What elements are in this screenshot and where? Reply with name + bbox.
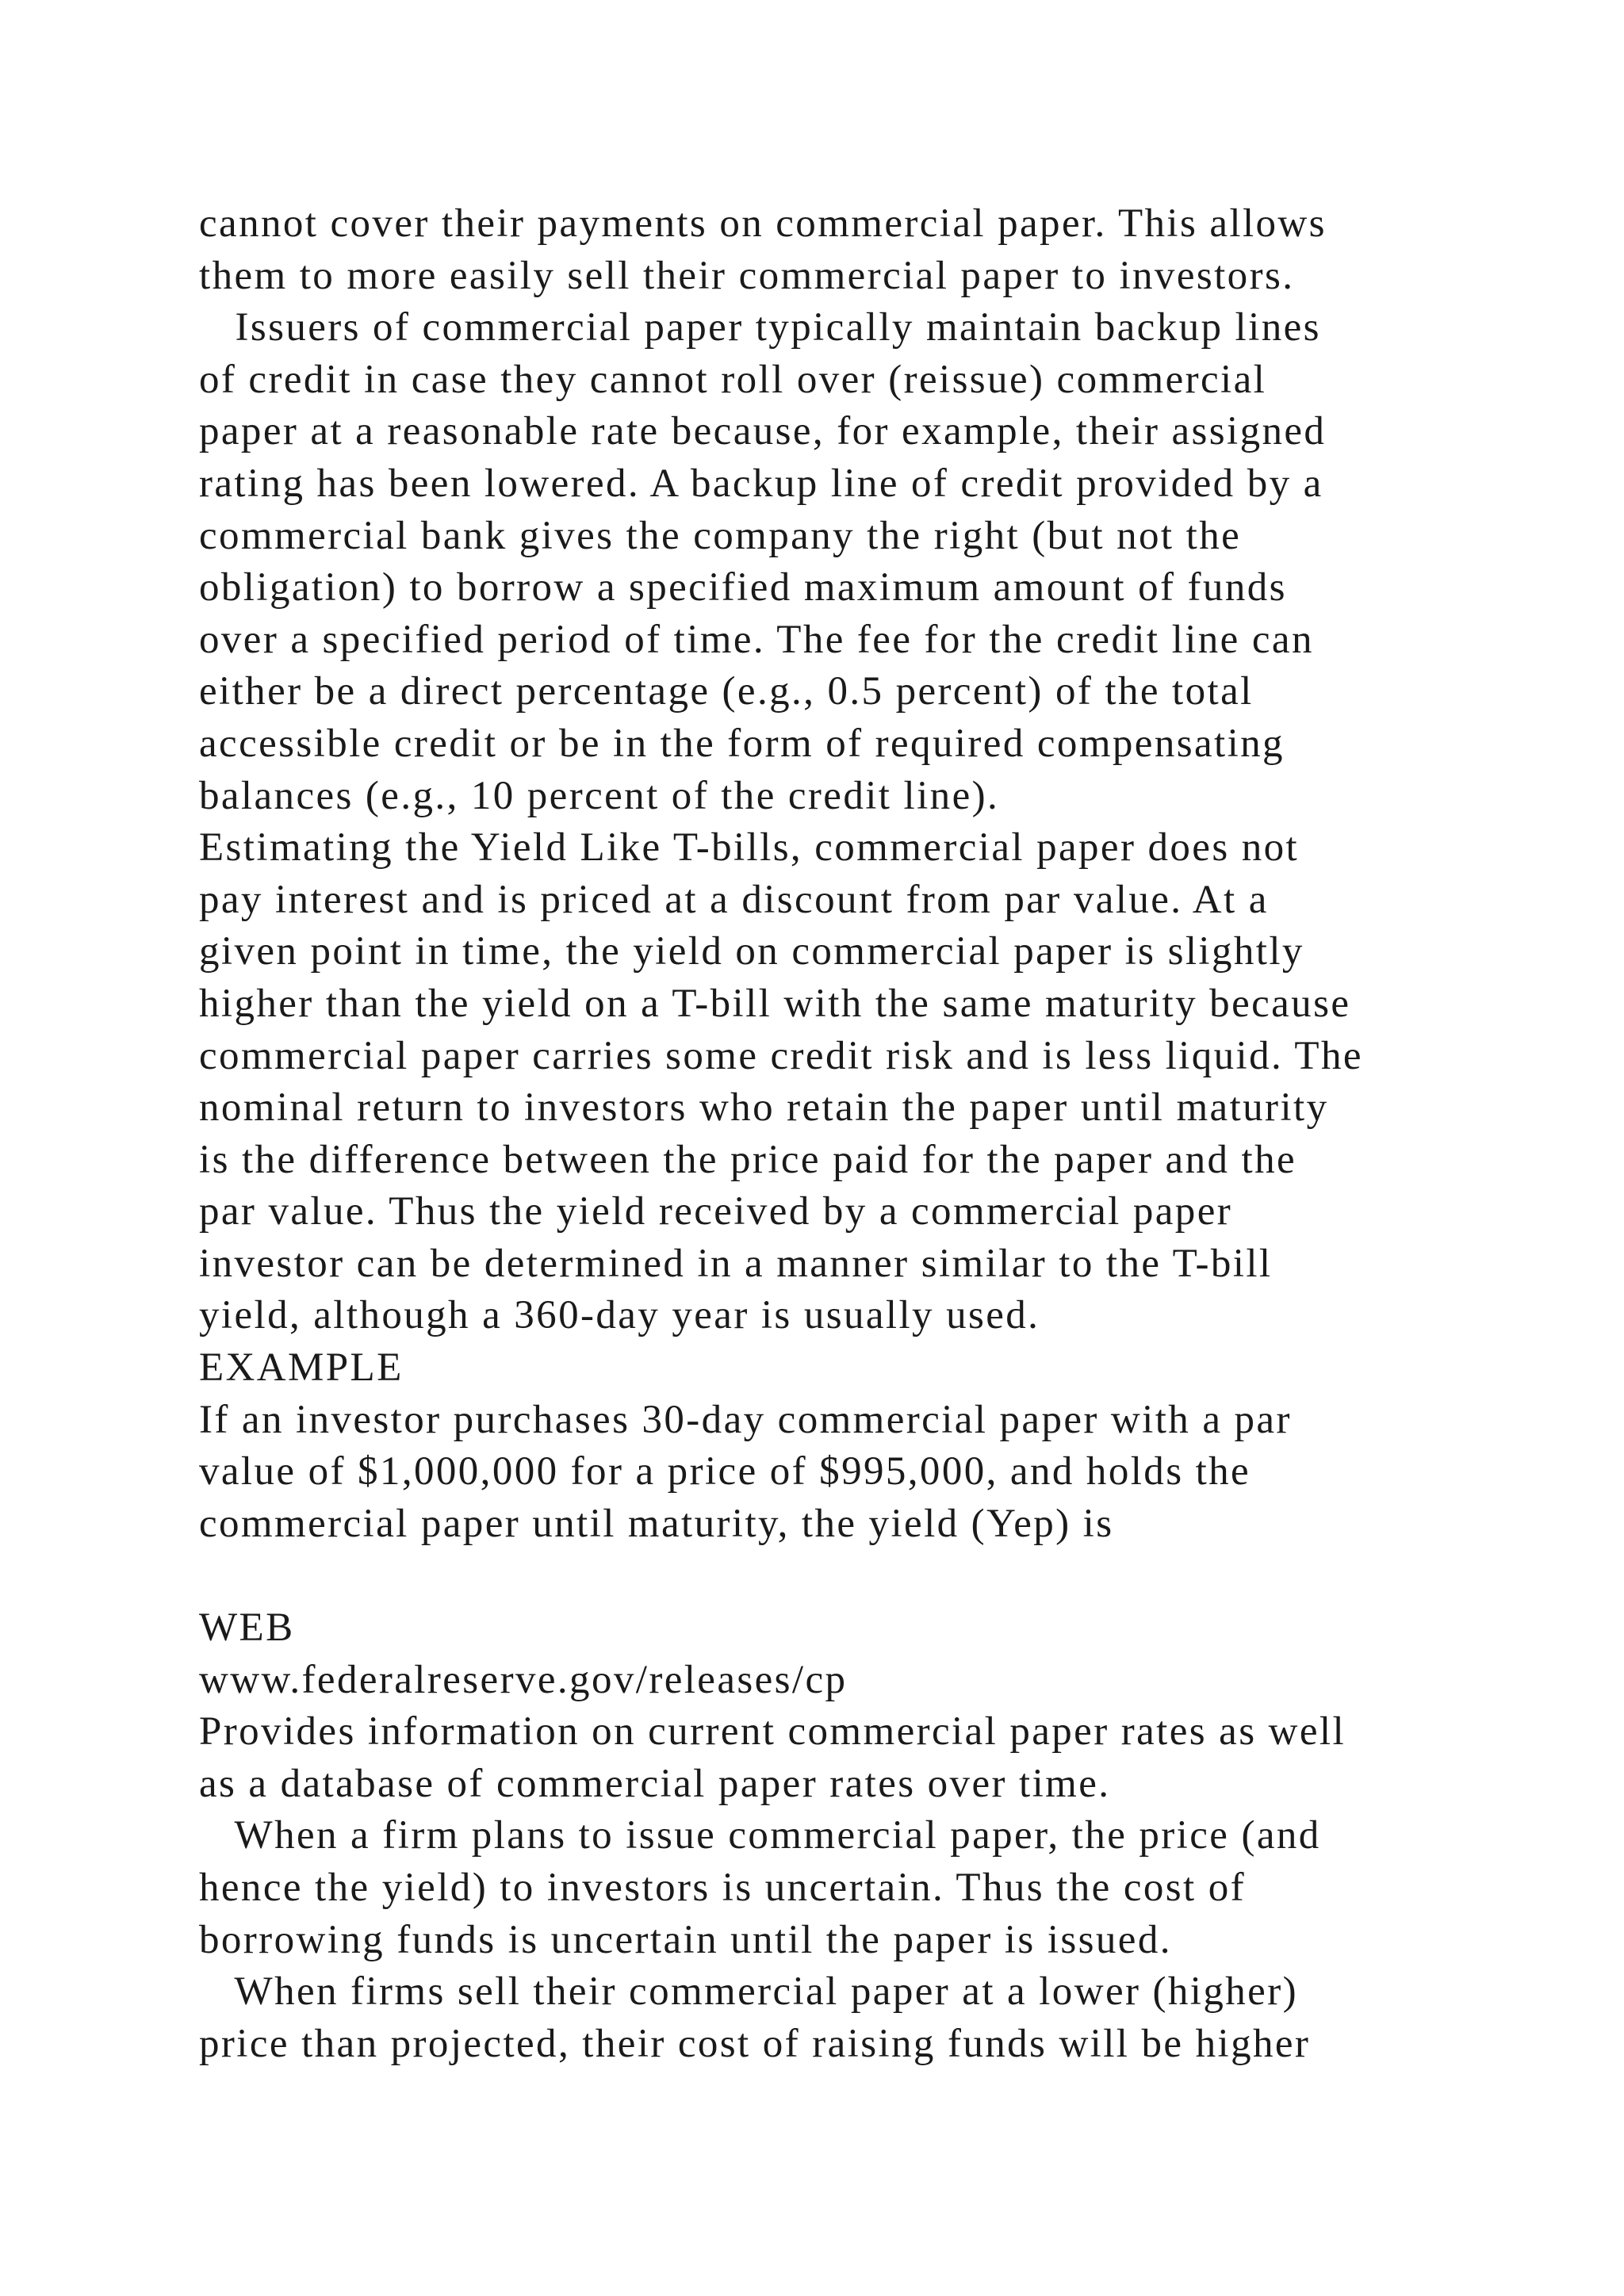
text-line: obligation) to borrow a specified maximum amount of funds (199, 565, 1287, 610)
blank-line (199, 1550, 1507, 1602)
text-line: as a database of commercial paper rates over time. (199, 1761, 1111, 1806)
document-body (199, 198, 1507, 2070)
text-line: higher than the yield on a T-bill with the same maturity because (199, 981, 1351, 1026)
text-line: commercial paper until maturity, the yield (Yep) is (199, 1501, 1114, 1546)
text-line: given point in time, the yield on commercial paper is slightly (199, 929, 1304, 974)
text-line: If an investor purchases 30-day commercial paper with a par (199, 1397, 1292, 1442)
text-line: Provides information on current commercial paper rates as well (199, 1709, 1346, 1755)
text-line: pay interest and is priced at a discount from par value. At a (199, 877, 1269, 922)
text-line: cannot cover their payments on commercial paper. This allows (199, 201, 1327, 246)
text-line: When firms sell their commercial paper at a lower (higher) (199, 1969, 1298, 2015)
text-line: investor can be determined in a manner similar to the T-bill (199, 1241, 1273, 1286)
text-line: par value. Thus the yield received by a commercial paper (199, 1189, 1233, 1234)
example-label: EXAMPLE (199, 1345, 404, 1391)
text-line: price than projected, their cost of raising funds will be higher (199, 2021, 1311, 2066)
text-line: commercial bank gives the company the right (but not the (199, 513, 1242, 558)
text-line: rating has been lowered. A backup line of credit provided by a (199, 461, 1323, 506)
text-line: hence the yield) to investors is uncertain. Thus the cost of (199, 1866, 1247, 1910)
text-line: Issuers of commercial paper typically maintain backup lines (199, 305, 1321, 350)
text-line: yield, although a 360-day year is usually used. (199, 1293, 1040, 1338)
web-label: WEB (199, 1605, 295, 1651)
text-line: nominal return to investors who retain the paper until maturity (199, 1085, 1329, 1131)
web-url: www.federalreserve.gov/releases/cp (199, 1657, 848, 1702)
text-line: over a specified period of time. The fee for the credit line can (199, 617, 1314, 662)
text-line: value of $1,000,000 for a price of $995,000, and holds the (199, 1449, 1251, 1494)
text-line: them to more easily sell their commercial paper to investors. (199, 253, 1295, 298)
section-heading-line: Estimating the Yield Like T-bills, commercial paper does not (199, 825, 1300, 871)
text-line: borrowing funds is uncertain until the paper is issued. (199, 1917, 1172, 1962)
text-line: When a firm plans to issue commercial paper, the price (and (199, 1813, 1321, 1858)
text-line: commercial paper carries some credit risk and is less liquid. The (199, 1033, 1363, 1078)
text-line: is the difference between the price paid for the paper and the (199, 1137, 1297, 1182)
text-line: of credit in case they cannot roll over (reissue) commercial (199, 357, 1267, 402)
text-line: either be a direct percentage (e.g., 0.5 percent) of the total (199, 669, 1254, 714)
text-line: paper at a reasonable rate because, for example, their assigned (199, 409, 1327, 454)
text-line: balances (e.g., 10 percent of the credit line). (199, 773, 1000, 818)
text-line: accessible credit or be in the form of required compensating (199, 721, 1285, 766)
